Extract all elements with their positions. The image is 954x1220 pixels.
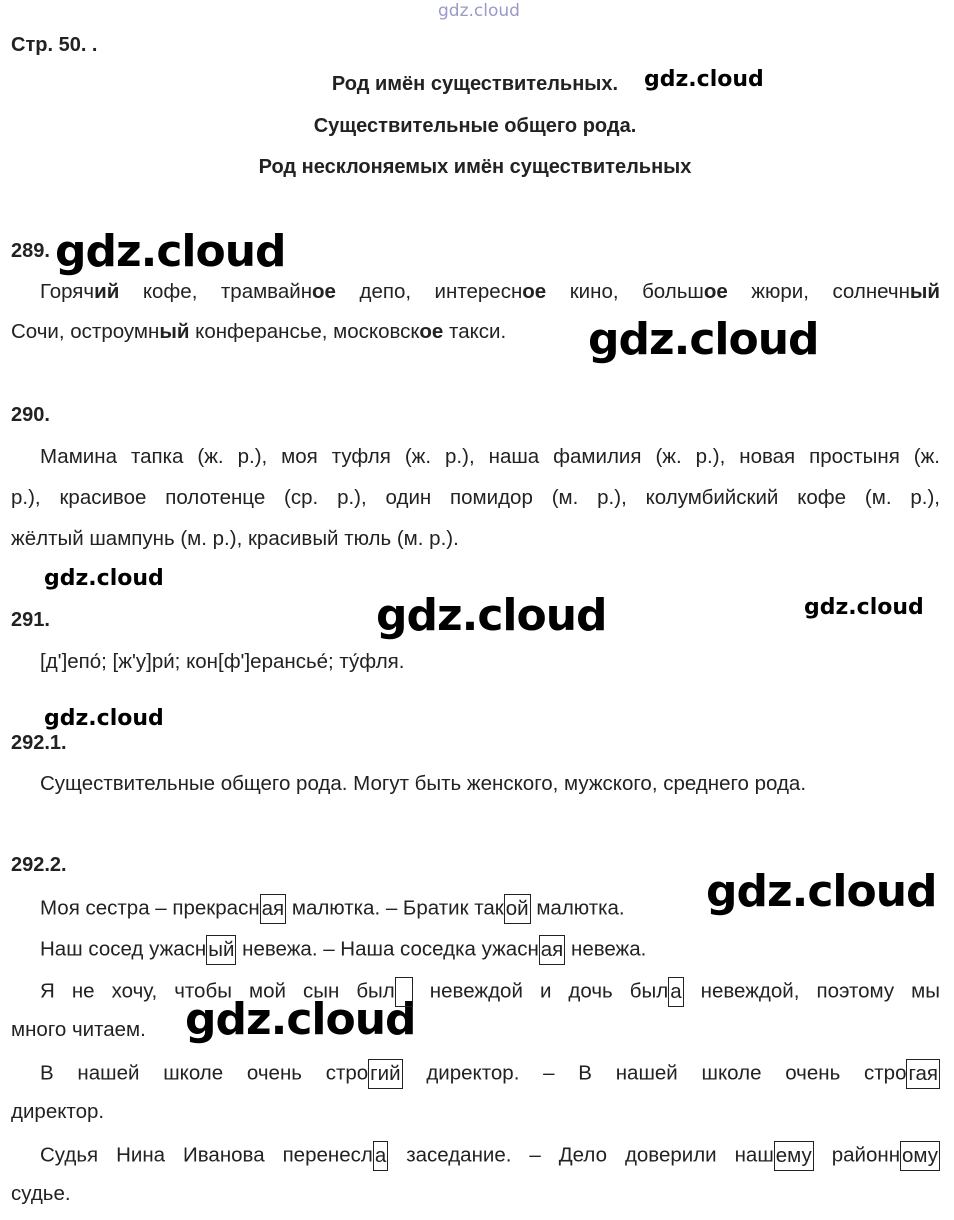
watermark: gdz.cloud [44,706,164,731]
ex290-line-3: жёлтый шампунь (м. р.), красивый тюль (м. р.). [11,527,459,550]
ex292-2-line-1: Моя сестра – прекрасная малютка. – Братик такой малютка. [40,894,625,924]
ending-box: а [668,977,683,1007]
ex292-2-line-3: Я не хочу, чтобы мой сын был невеждой и дочь была невеждой, поэтому мы [40,977,940,1007]
ending-box: ему [774,1141,814,1171]
watermark: gdz.cloud [588,314,819,365]
watermark: gdz.cloud [804,595,924,620]
title-1: Род имён существительных. [331,73,619,95]
ex292-2-line-8: судье. [11,1182,71,1205]
watermark-top: gdz.cloud [438,1,520,21]
title-2: Существительные общего рода. [313,115,637,137]
watermark: gdz.cloud [376,590,607,641]
exercise-number-292-1: 292.1. [11,732,67,754]
exercise-number-292-2: 292.2. [11,854,67,876]
title-3: Род несклоняемых имён существительных [258,156,692,178]
ex292-2-line-4: много читаем. [11,1018,146,1041]
ex290-line-1: Мамина тапка (ж. р.), моя туфля (ж. р.), наша фамилия (ж. р.), новая простыня (ж. [40,445,940,468]
ex291-text: [д']епо́; [ж'у]ри́; кон[ф']ерансье́; ту́фля. [40,650,405,673]
ex292-2-line-6: директор. [11,1100,105,1123]
watermark: gdz.cloud [44,566,164,591]
exercise-number-290: 290. [11,404,50,426]
ex292-2-line-2: Наш сосед ужасный невежа. – Наша соседка ужасная невежа. [40,935,646,965]
ending-box: ый [206,935,236,965]
watermark: gdz.cloud [185,994,416,1045]
watermark: gdz.cloud [55,226,286,277]
ending-box: ому [900,1141,940,1171]
ending-box: ой [504,894,531,924]
ex292-1-text: Существительные общего рода. Могут быть женского, мужского, среднего рода. [40,772,807,795]
exercise-number-291: 291. [11,609,50,631]
exercise-number-289: 289. [11,240,50,262]
ending-box: ая [260,894,287,924]
ending-box: гий [368,1059,402,1089]
watermark: gdz.cloud [644,67,764,92]
ex289-line-1: Горячий кофе, трамвайное депо, интересное кино, большое жюри, солнечный [40,280,941,303]
empty-ending-box [395,977,413,1007]
ex292-2-line-5: В нашей школе очень строгий директор. – В нашей школе очень строгая [40,1059,940,1089]
ending-box: гая [906,1059,940,1089]
ending-box: ая [539,935,566,965]
watermark: gdz.cloud [706,866,937,917]
page-label: Стр. 50. . [11,34,98,56]
ending-box: а [373,1141,388,1171]
ex292-2-line-7: Судья Нина Иванова перенесла заседание. – Дело доверили нашему районному [40,1141,940,1171]
ex290-line-2: р.), красивое полотенце (ср. р.), один помидор (м. р.), колумбийский кофе (м. р.), [11,486,940,509]
ex289-line-2: Сочи, остроумный конферансье, московское такси. [11,320,507,343]
